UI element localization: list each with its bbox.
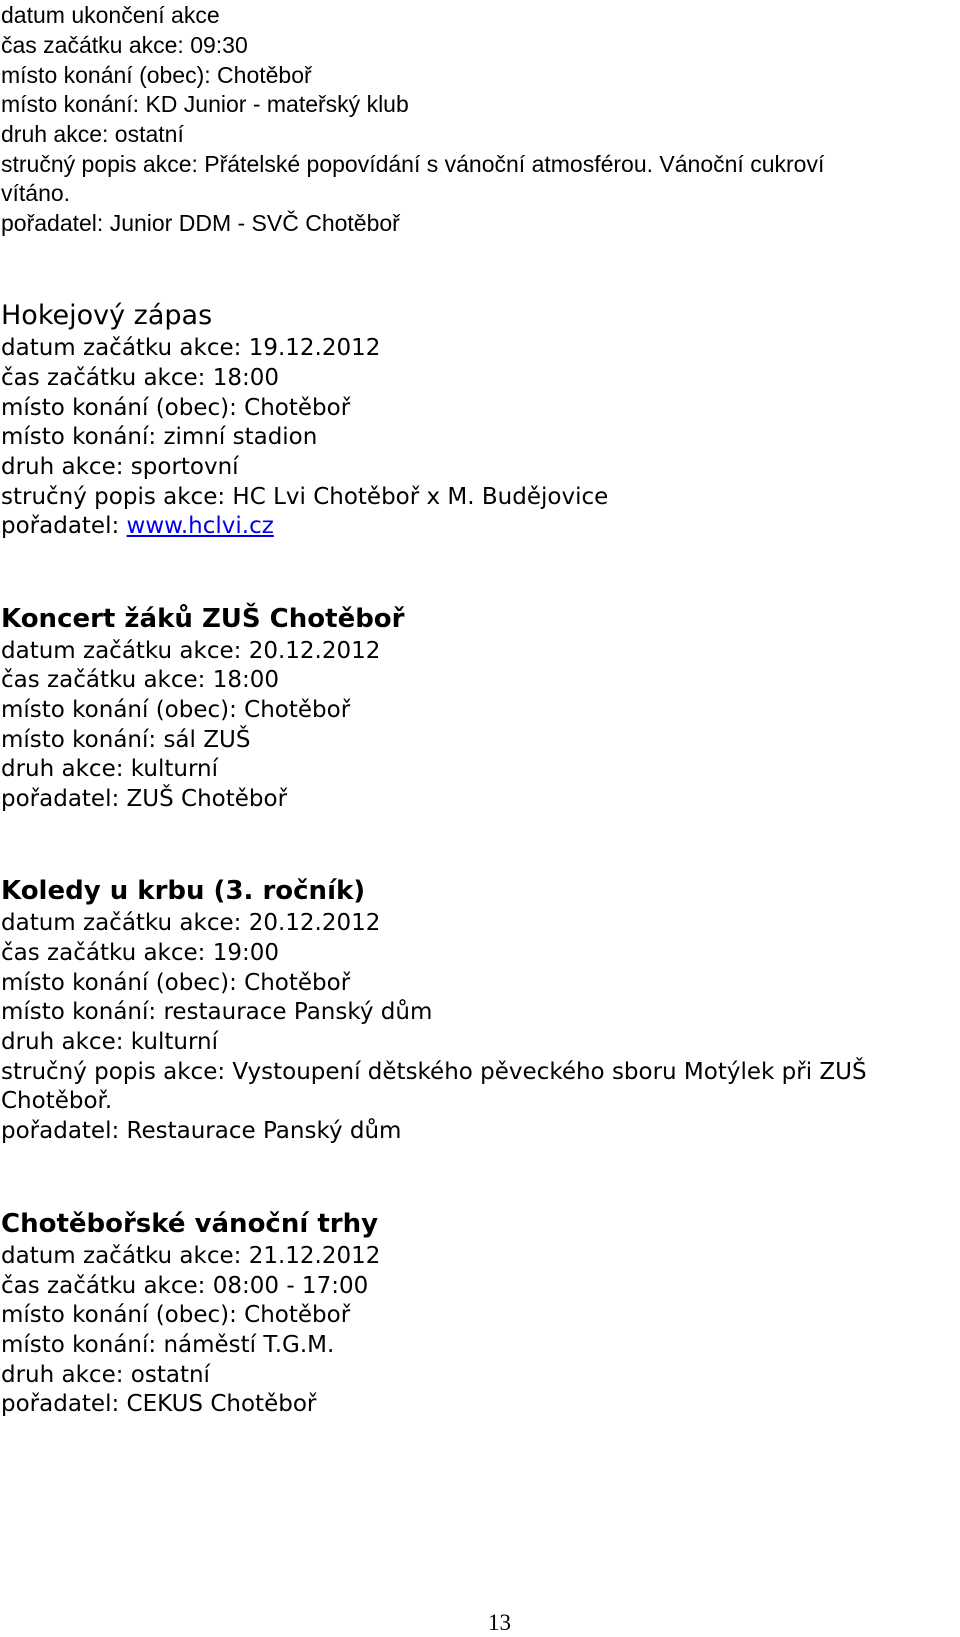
event-type: druh akce: kulturní [1, 1029, 218, 1055]
event-start-date: datum začátku akce: 19.12.2012 [1, 335, 381, 361]
event-type: druh akce: kulturní [1, 756, 218, 782]
intro-line-end-date: datum ukončení akce [1, 2, 220, 28]
event-organizer: pořadatel: ZUŠ Chotěboř [1, 786, 288, 812]
event-type: druh akce: ostatní [1, 1362, 210, 1388]
event-start-time: čas začátku akce: 18:00 [1, 667, 280, 693]
event-venue: místo konání: náměstí T.G.M. [1, 1332, 335, 1358]
event-start-time: čas začátku akce: 19:00 [1, 940, 280, 966]
intro-line-start-time: čas začátku akce: 09:30 [1, 32, 248, 58]
intro-line-type: druh akce: ostatní [1, 121, 184, 147]
event-title-hockey: Hokejový zápas [1, 300, 213, 331]
event-venue: místo konání: restaurace Panský dům [1, 999, 433, 1025]
event-town: místo konání (obec): Chotěboř [1, 395, 351, 421]
event-start-date: datum začátku akce: 20.12.2012 [1, 910, 381, 936]
event-town: místo konání (obec): Chotěboř [1, 697, 351, 723]
intro-line-town: místo konání (obec): Chotěboř [1, 62, 312, 88]
event-start-date: datum začátku akce: 21.12.2012 [1, 1243, 381, 1269]
event-venue: místo konání: zimní stadion [1, 424, 318, 450]
organizer-website-link[interactable]: www.hclvi.cz [126, 513, 274, 539]
event-type: druh akce: sportovní [1, 454, 239, 480]
event-start-date: datum začátku akce: 20.12.2012 [1, 638, 381, 664]
event-town: místo konání (obec): Chotěboř [1, 1302, 351, 1328]
event-description-cont: Chotěboř. [1, 1088, 113, 1114]
intro-line-organizer: pořadatel: Junior DDM - SVČ Chotěboř [1, 210, 400, 236]
intro-line-venue: místo konání: KD Junior - mateřský klub [1, 91, 409, 117]
event-title-concert: Koncert žáků ZUŠ Chotěboř [1, 604, 405, 634]
event-organizer: pořadatel: CEKUS Chotěboř [1, 1391, 317, 1417]
event-title-christmas-market: Chotěbořské vánoční trhy [1, 1209, 379, 1239]
intro-line-desc-cont: vítáno. [1, 180, 71, 206]
event-start-time: čas začátku akce: 18:00 [1, 365, 280, 391]
page-number: 13 [488, 1610, 511, 1635]
event-description: stručný popis akce: HC Lvi Chotěboř x M. Budějovice [1, 484, 609, 510]
event-venue: místo konání: sál ZUŠ [1, 727, 251, 753]
event-organizer [1, 511, 274, 542]
event-description: stručný popis akce: Vystoupení dětského pěveckého sboru Motýlek při ZUŠ [1, 1059, 867, 1085]
event-title-carols: Koledy u krbu (3. ročník) [1, 876, 366, 906]
intro-line-desc: stručný popis akce: Přátelské popovídání s vánoční atmosférou. Vánoční cukroví [1, 151, 825, 177]
event-town: místo konání (obec): Chotěboř [1, 970, 351, 996]
event-start-time: čas začátku akce: 08:00 - 17:00 [1, 1273, 369, 1299]
event-organizer: pořadatel: Restaurace Panský dům [1, 1118, 402, 1144]
event-organizer-label: pořadatel: [1, 513, 127, 539]
